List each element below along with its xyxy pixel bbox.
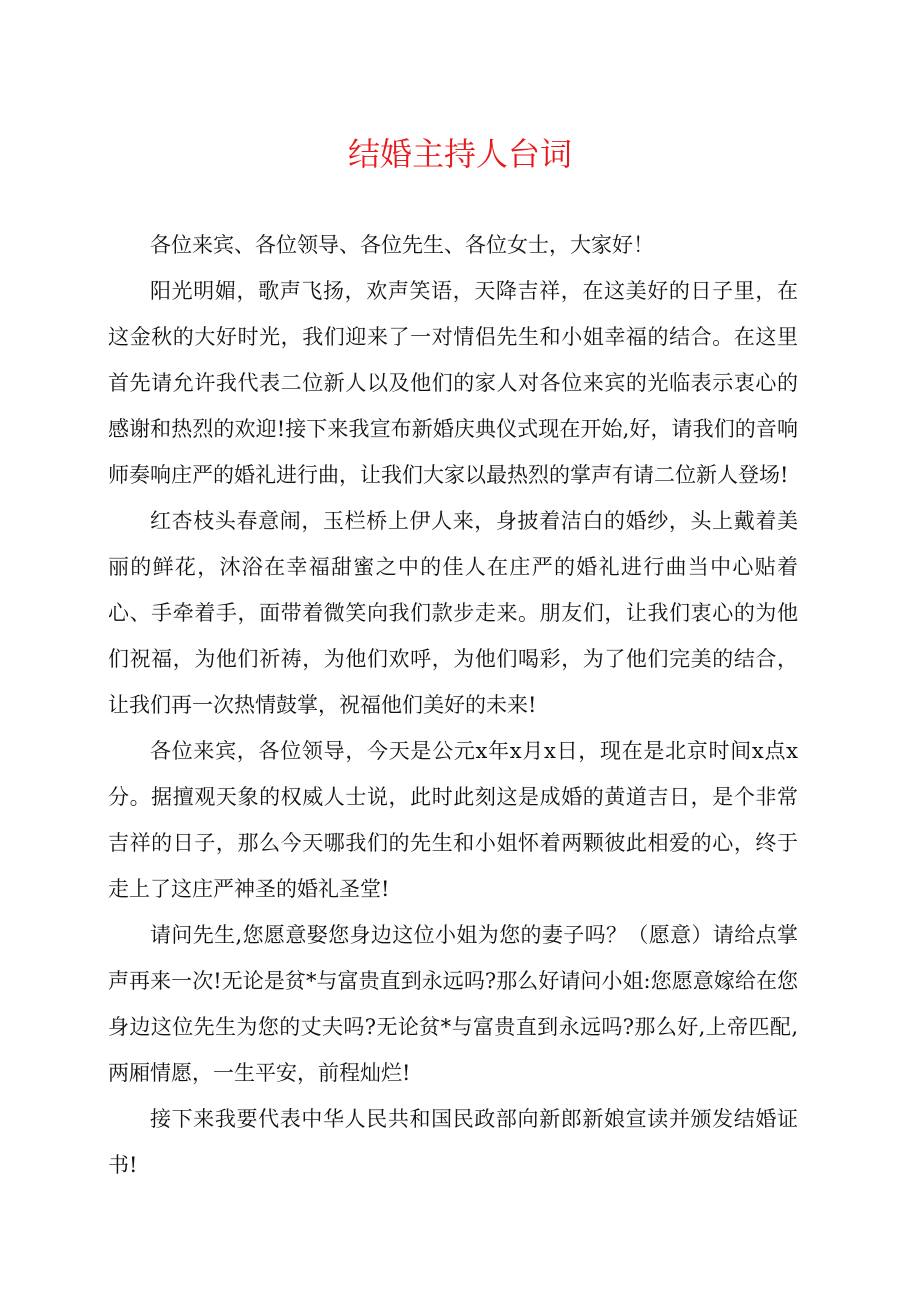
paragraph-1: 各位来宾、各位领导、各位先生、各位女士，大家好！ xyxy=(150,233,654,257)
paragraph-4: 各位来宾，各位领导，今天是公元x年x月x日，现在是北京时间x点x分。据擅观天象的权威人士说，此时此刻这是成婚的黄道吉日，是个非常吉祥的日子，那么今天哪我们的先生和小姐怀着两颗彼此相爱的心，终于走上了这庄严神圣的婚礼圣堂! xyxy=(108,739,798,901)
paragraph-6: 接下来我要代表中华人民共和国民政部向新郎新娘宣读并颁发结婚证书! xyxy=(108,1107,798,1177)
paragraph-5: 请问先生,您愿意娶您身边这位小姐为您的妻子吗？（愿意）请给点掌声再来一次!无论是贫*与富贵直到永远吗?那么好请问小姐:您愿意嫁给在您身边这位先生为您的丈夫吗?无论贫*与富贵直到永远吗?那么好,上帝匹配,两厢情愿，一生平安，前程灿烂! xyxy=(108,923,798,1085)
document-body xyxy=(108,222,798,1188)
paragraph-2: 阳光明媚，歌声飞扬，欢声笑语，天降吉祥，在这美好的日子里，在这金秋的大好时光，我们迎来了一对情侣先生和小姐幸福的结合。在这里首先请允许我代表二位新人以及他们的家人对各位来宾的光临表示衷心的感谢和热烈的欢迎!接下来我宣布新婚庆典仪式现在开始,好，请我们的音响师奏响庄严的婚礼进行曲，让我们大家以最热烈的掌声有请二位新人登场! xyxy=(108,279,798,487)
paragraph-3: 红杏枝头春意闹，玉栏桥上伊人来，身披着洁白的婚纱，头上戴着美丽的鲜花，沐浴在幸福甜蜜之中的佳人在庄严的婚礼进行曲当中心贴着心、手牵着手，面带着微笑向我们款步走来。朋友们，让我们衷心的为他们祝福，为他们祈祷，为他们欢呼，为他们喝彩，为了他们完美的结合，让我们再一次热情鼓掌，祝福他们美好的未来! xyxy=(108,509,798,717)
document-title: 结婚主持人台词 xyxy=(347,135,572,173)
